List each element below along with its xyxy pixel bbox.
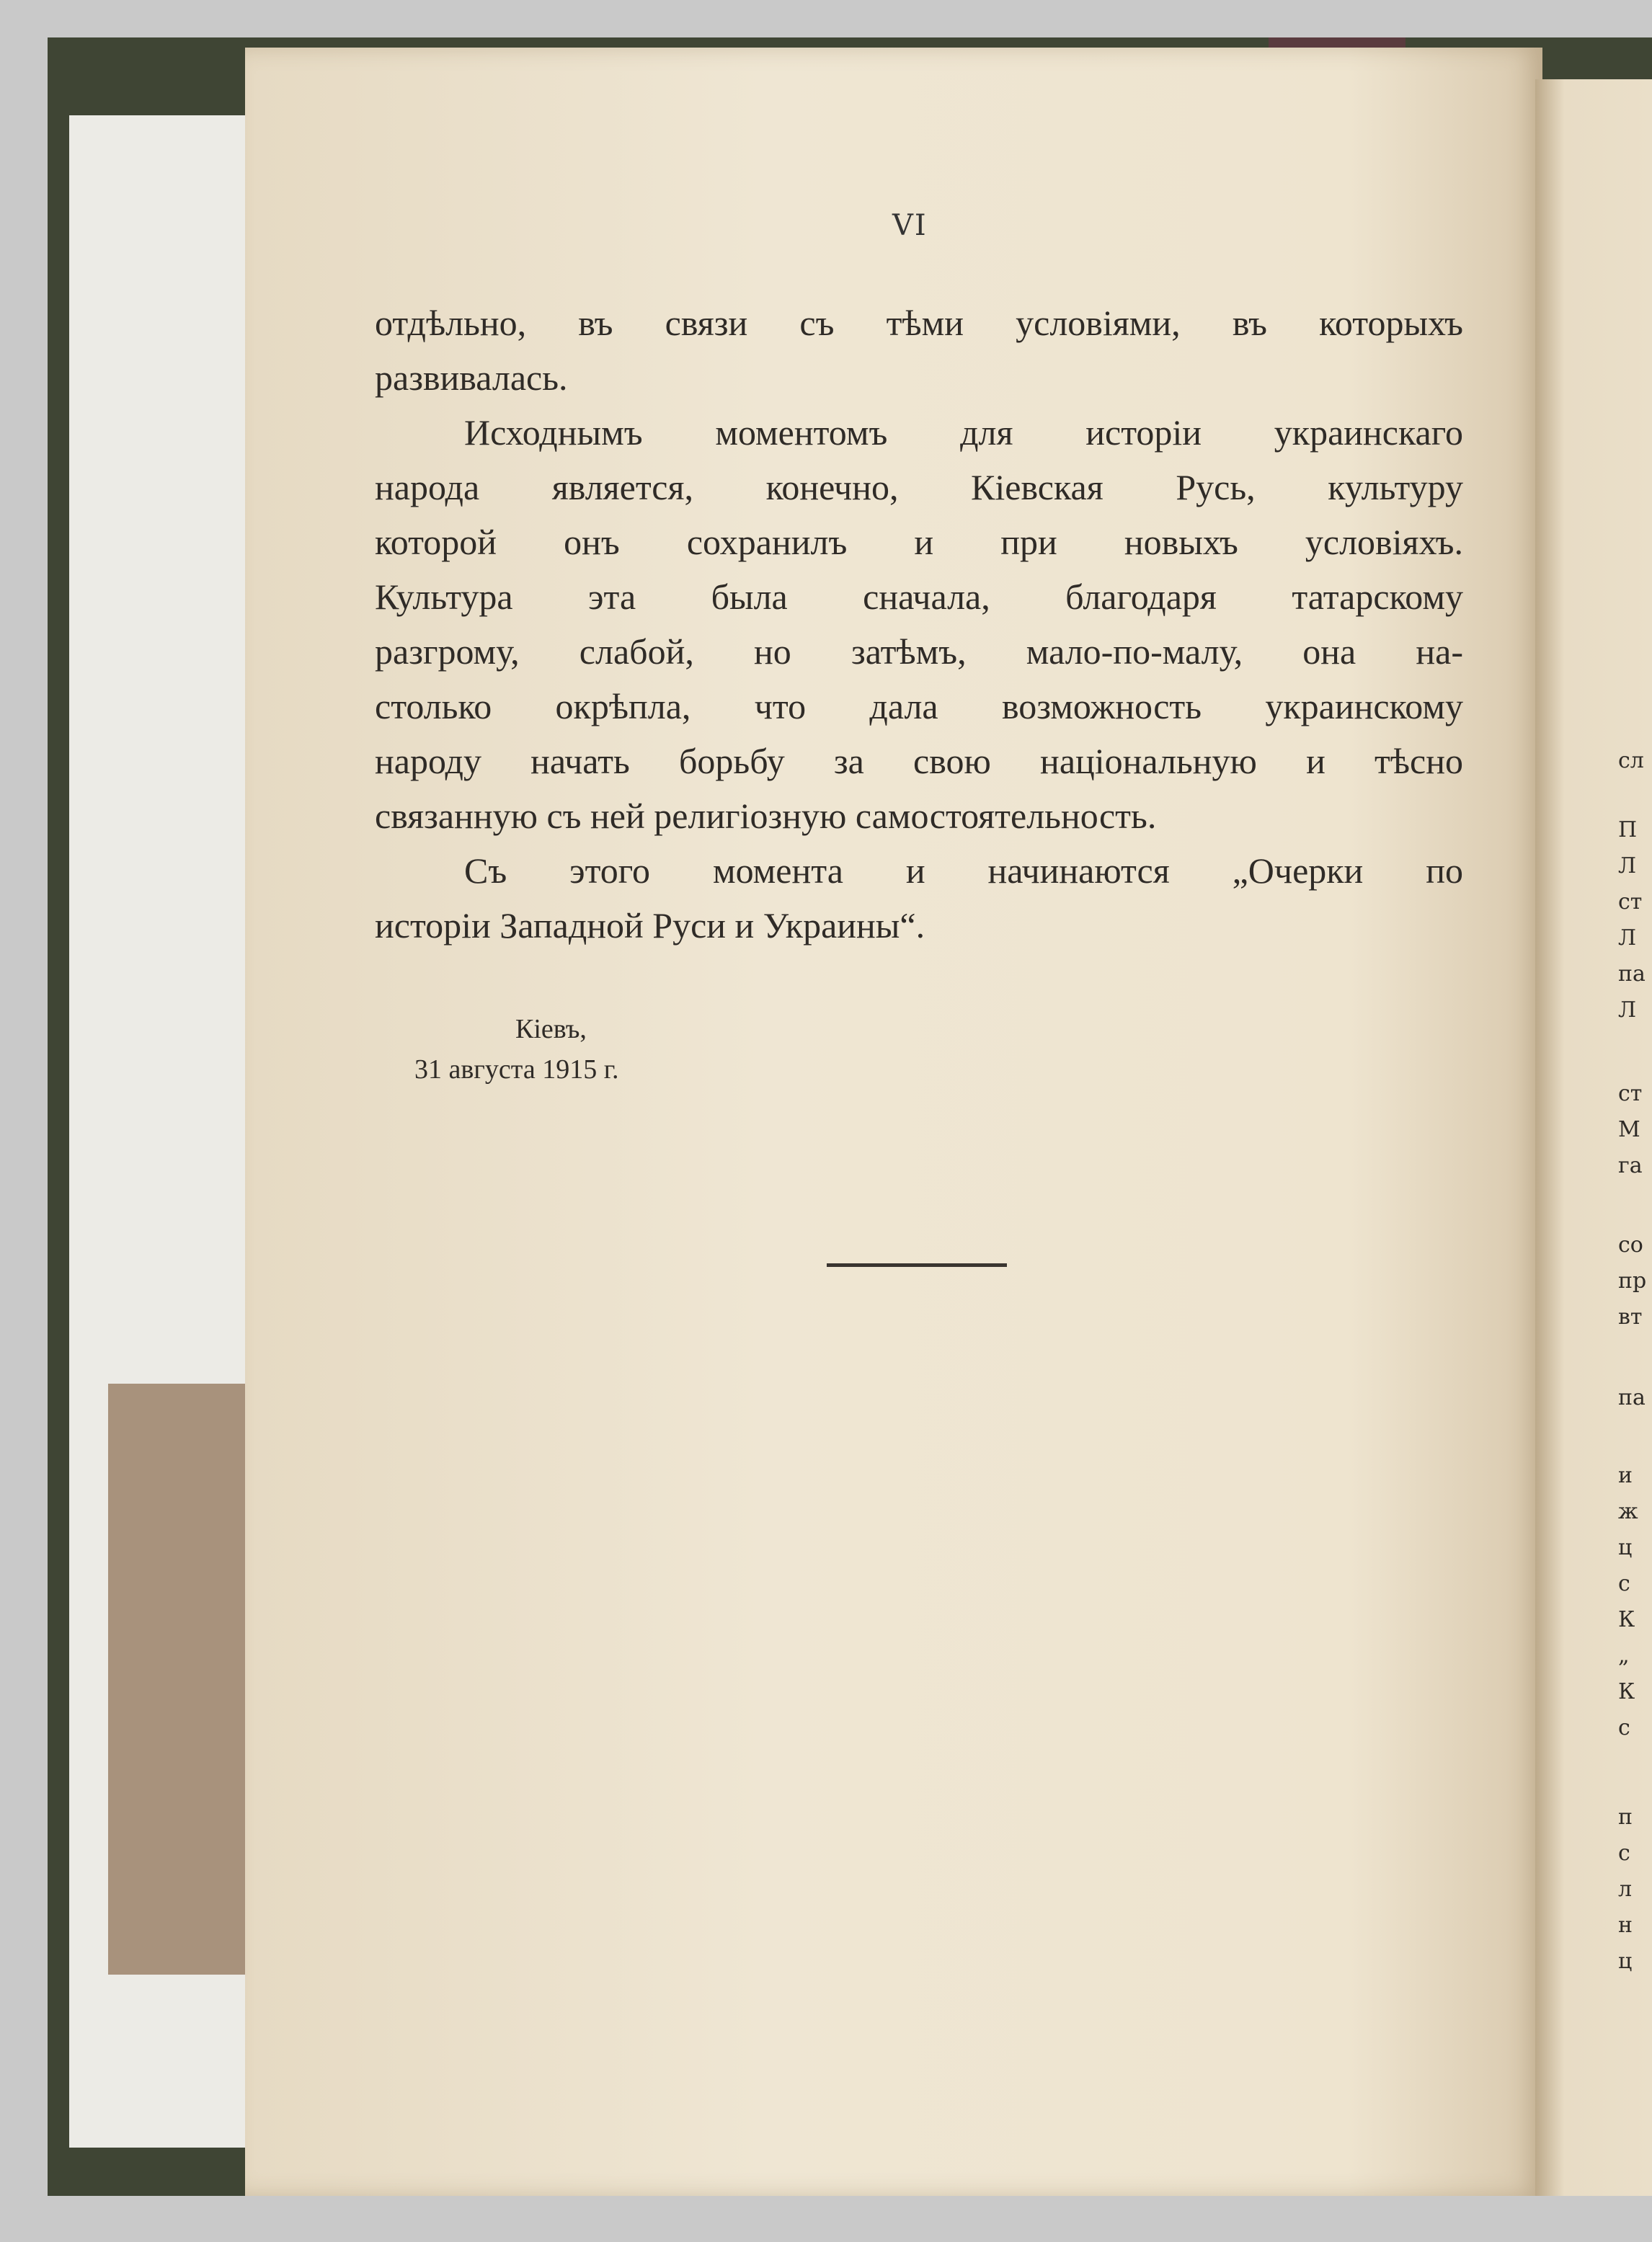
line: Культура эта была сначала, благодаря татарскому [375,577,1463,617]
next-page-fragment: па [1618,961,1646,987]
next-page-fragment: ц [1618,1535,1633,1560]
next-page-fragment: и [1618,1463,1633,1488]
next-page-fragment: с [1618,1571,1630,1596]
next-page-fragment: ж [1618,1499,1638,1524]
signature-place: Кіевъ, [515,1014,587,1044]
next-page-fragment: с [1618,1841,1630,1866]
next-page-fragment: с [1618,1715,1630,1740]
next-page-fragment: сл [1618,748,1644,773]
next-page-fragment: К [1618,1607,1635,1632]
book-cover-board [108,1384,245,1975]
next-page-fragment: п [1618,1805,1633,1830]
next-page-fragment: га [1618,1153,1643,1178]
line: отдѣльно, въ связи съ тѣми условіями, въ которыхъ [375,303,1463,343]
next-page-fragment: „ [1618,1643,1630,1668]
line: которой онъ сохранилъ и при новыхъ условіяхъ. [375,522,1463,562]
line: разгрому, слабой, но затѣмъ, мало-по-малу, она на- [375,631,1463,672]
line: Исходнымъ моментомъ для исторіи украинскаго [464,412,1463,453]
line: народа является, конечно, Кіевская Русь, культуру [375,467,1463,507]
next-page-fragment: Л [1618,853,1637,878]
next-page-fragment: со [1618,1232,1643,1258]
next-page-fragment: па [1618,1385,1646,1410]
line: связанную съ ней религіозную самостоятельность. [375,796,1157,836]
page-number: VI [892,209,928,242]
line: народу начать борьбу за свою національную и тѣсно [375,741,1463,781]
line: исторіи Западной Руси и Украины“. [375,905,925,946]
next-page-fragment: Л [1618,997,1637,1023]
signature-date: 31 августа 1915 г. [414,1054,619,1085]
line: развивалась. [375,357,568,398]
line: столько окрѣпла, что дала возможность украинскому [375,686,1463,726]
next-page-fragment: П [1618,817,1638,842]
next-page-fragment: пр [1618,1268,1647,1294]
body-text [375,295,1463,953]
next-page-fragment: ц [1618,1949,1633,1974]
next-page-fragment: вт [1618,1304,1643,1330]
next-page-fragment: н [1618,1913,1633,1938]
signature-block [414,1009,619,1090]
next-page-fragment: ст [1618,889,1643,915]
next-page-edge [1535,79,1652,2196]
next-page-fragment: Л [1618,925,1637,951]
end-rule [827,1263,1007,1267]
line: Съ этого момента и начинаются „Очерки по [464,850,1463,891]
next-page-fragment: М [1618,1117,1640,1142]
next-page-fragment: ст [1618,1081,1643,1106]
next-page-fragment: л [1618,1877,1633,1902]
next-page-fragment: К [1618,1679,1635,1704]
